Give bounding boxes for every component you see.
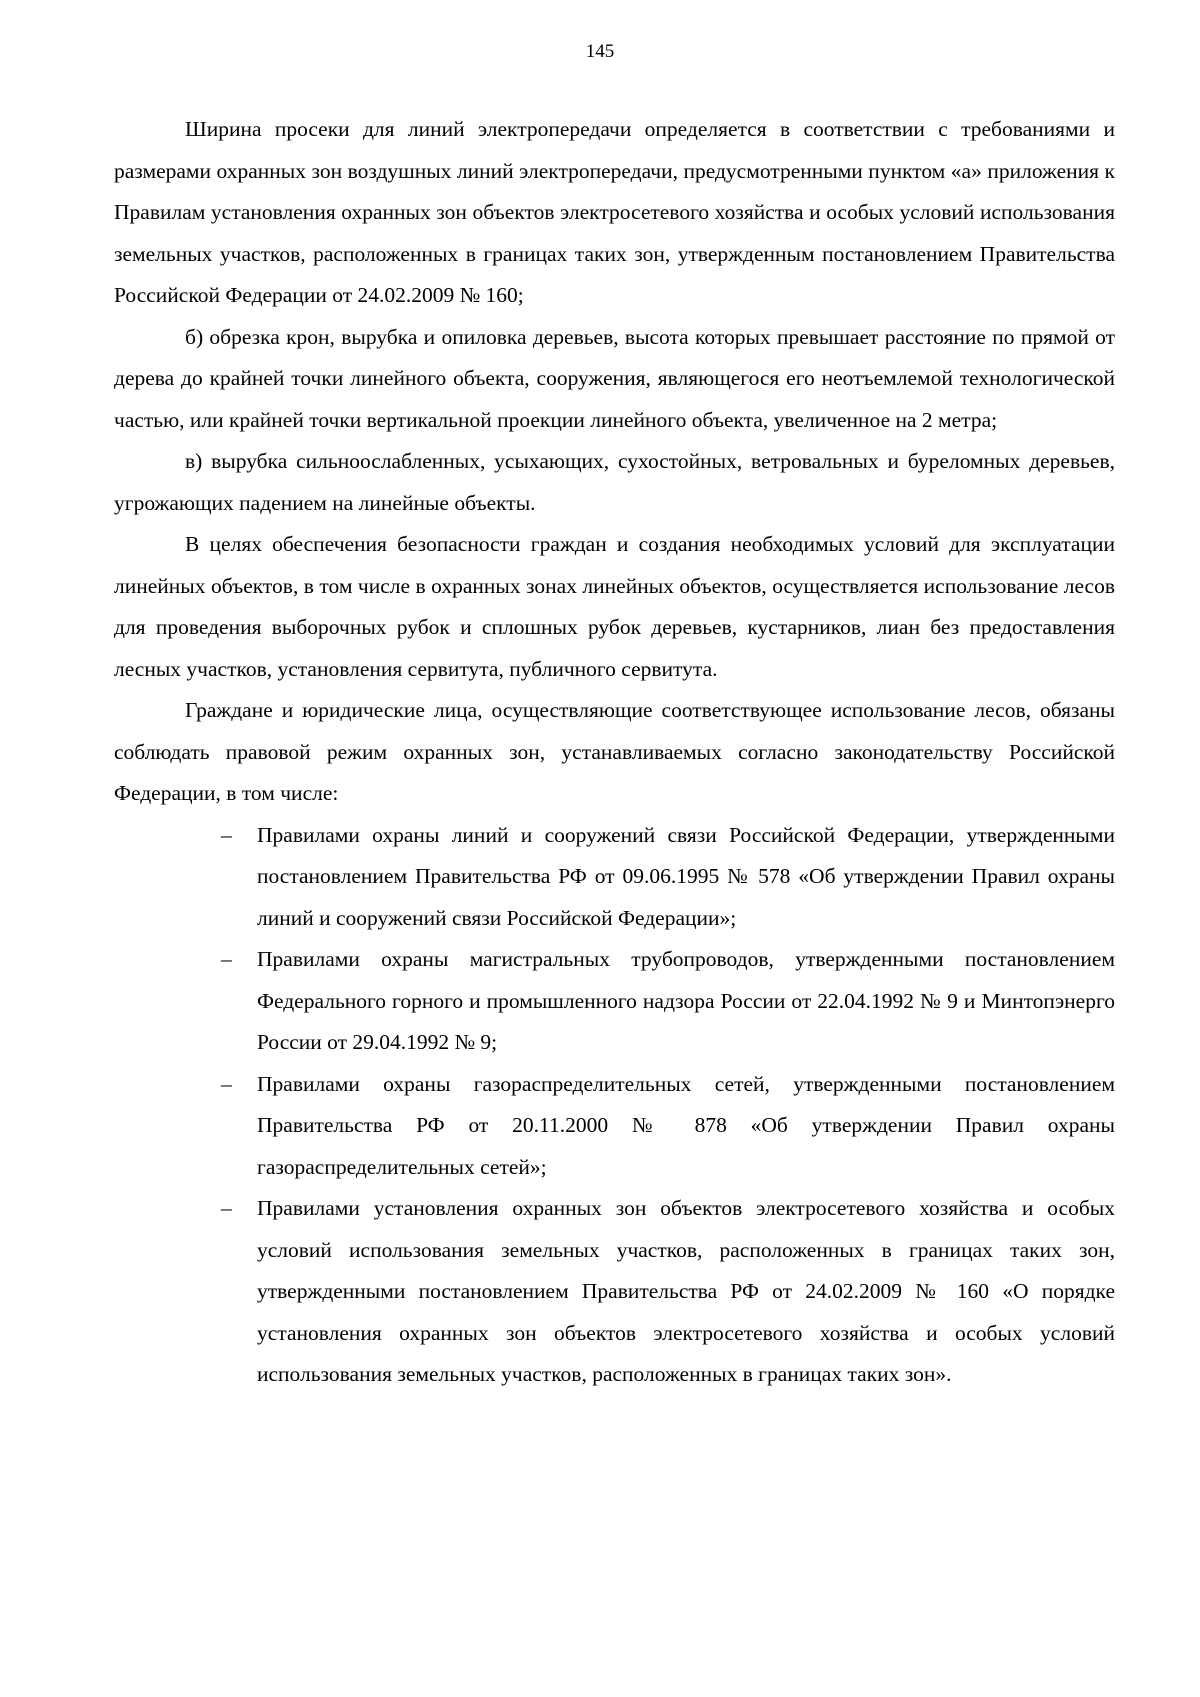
paragraph-safety-purposes: В целях обеспечения безопасности граждан и создания необходимых условий для эксплуатации линейных объектов, в том числе в охранных зонах линейных объектов, осуществляется использование лесов для проведения выборочных рубок и сплошных рубок деревьев, кустарников, лиан без предоставления лесных участков, установления сервитута, публичного сервитута. [114,532,1115,681]
list-item-text: Правилами охраны линий и сооружений связи Российской Федерации, утвержденными постановлением Правительства РФ от 09.06.1995 № 578 «Об утверждении Правил охраны линий и сооружений связи Российской Федерации»; [257,822,1115,930]
list-item-text: Правилами охраны газораспределительных сетей, утвержденными постановлением Правительства РФ от 20.11.2000 № 878 «Об утверждении Правил охраны газораспределительных сетей»; [257,1071,1115,1179]
page-number: 145 [585,41,615,62]
dash-bullet: – [221,1196,232,1220]
document-body [114,109,1115,1396]
paragraph-crown-trimming: б) обрезка крон, вырубка и опиловка деревьев, высота которых превышает расстояние по прямой от дерева до крайней точки линейного объекта, сооружения, являющегося его неотъемлемой технологической частью, или крайней точки вертикальной проекции линейного объекта, увеличенное на 2 метра; [114,324,1115,432]
list-item-text: Правилами охраны магистральных трубопроводов, утвержденными постановлением Федерального горного и промышленного надзора России от 22.04.1992 № 9 и Минтопэнерго России от 29.04.1992 № 9; [257,947,1115,1054]
paragraph-clearing-width: Ширина просеки для линий электропередачи определяется в соответствии с требованиями и размерами охранных зон воздушных линий электропередачи, предусмотренными пунктом «а» приложения к Правилам установления охранных зон объектов электросетевого хозяйства и особых условий использования земельных участков, расположенных в границах таких зон, утвержденным постановлением Правительства Российской Федерации от 24.02.2009 № 160; [114,117,1115,307]
dash-bullet: – [221,822,232,847]
regulations-list [114,815,1115,1396]
dash-bullet: – [221,947,232,971]
list-item [221,939,1115,1064]
paragraph-weak-trees-felling: в) вырубка сильноослабленных, усыхающих, сухостойных, ветровальных и буреломных деревьев, угрожающих падением на линейные объекты. [114,449,1115,515]
dash-bullet: – [221,1071,232,1096]
paragraph-protection-zones: Граждане и юридические лица, осуществляющие соответствующее использование лесов, обязаны соблюдать правовой режим охранных зон, устанавливаемых согласно законодательству Российской Федерации, в том числе: [114,698,1115,805]
list-item [221,1064,1115,1189]
list-item [221,815,1115,940]
list-item [221,1188,1115,1396]
list-item-text: Правилами установления охранных зон объектов электросетевого хозяйства и особых условий использования земельных участков, расположенных в границах таких зон, утвержденными постановлением Правительства РФ от 24.02.2009 № 160 «О порядке установления охранных зон объектов электросетевого хозяйства и особых условий использования земельных участков, расположенных в границах таких зон». [257,1196,1115,1386]
